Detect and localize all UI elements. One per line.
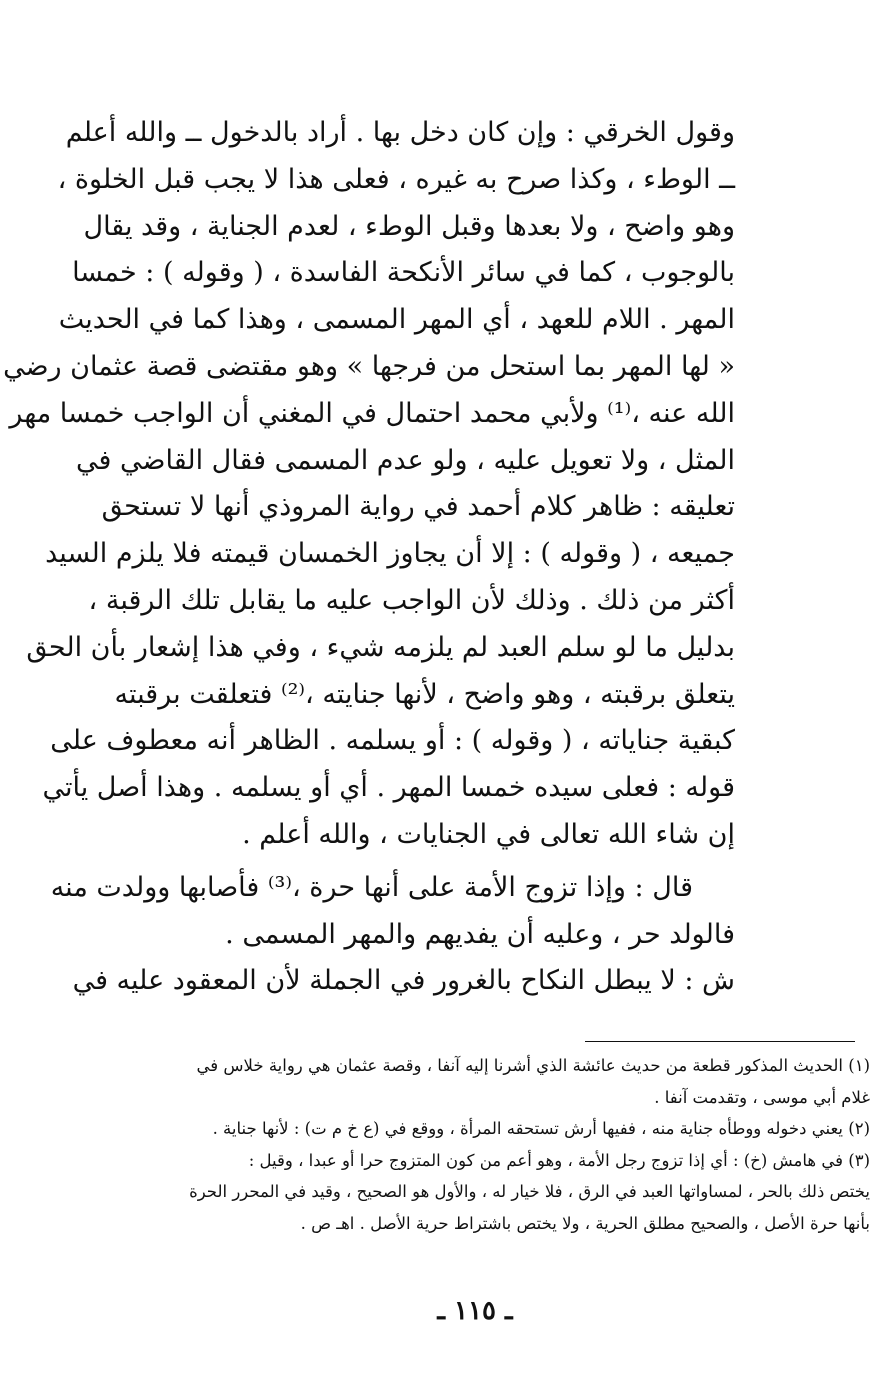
text-line: يتعلق برقبته ، وهو واضح ، لأنها جنايته ،⁽²⁾ فتعلقت برقبته: [114, 678, 735, 710]
text-line: أكثر من ذلك . وذلك لأن الواجب عليه ما يقابل تلك الرقبة ،: [88, 584, 735, 616]
text-line: كبقية جناياته ، ( وقوله ) : أو يسلمه . الظاهر أنه معطوف على: [50, 725, 735, 757]
text-line: جميعه ، ( وقوله ) : إلا أن يجاوز الخمسان قيمته فلا يلزم السيد: [45, 538, 735, 570]
page-number: ـ ١١٥ ـ: [437, 1296, 513, 1326]
footnote-line: (٣) في هامش (خ) : أي إذا تزوج رجل الأمة ، وهو أعم من كون المتزوج حرا أو عبدا ، وقيل :: [248, 1150, 870, 1170]
footnote-line: (١) الحديث المذكور قطعة من حديث عائشة الذي أشرنا إليه آنفا ، وقصة عثمان هي رواية خلاس في: [196, 1056, 870, 1075]
main-text-block: [3, 110, 735, 1005]
footnote-line: (٢) يعني دخوله ووطأه جناية منه ، ففيها أرش تستحقه المرأة ، ووقع في (ع خ م ت) : لأنها جناية .: [212, 1119, 870, 1138]
matn-line: قال : وإذا تزوج الأمة على أنها حرة ،⁽³⁾ فأصابها وولدت منه: [50, 871, 693, 903]
text-line: تعليقه : ظاهر كلام أحمد في رواية المروذي أنها لا تستحق: [101, 491, 735, 523]
footnote-divider: [585, 1041, 855, 1042]
text-line: وهو واضح ، ولا بعدها وقبل الوطء ، لعدم الجناية ، وقد يقال: [83, 210, 735, 242]
footnotes-block: [155, 1050, 870, 1239]
text-line: « لها المهر بما استحل من فرجها » وهو مقتضى قصة عثمان رضي: [3, 350, 735, 382]
text-line: بالوجوب ، كما في سائر الأنكحة الفاسدة ، ( وقوله ) : خمسا: [72, 257, 735, 289]
footnote-line: غلام أبي موسى ، وتقدمت آنفا .: [654, 1087, 870, 1107]
footnote-line: يختص ذلك بالحر ، لمساواتها العبد في الرق ، فلا خيار له ، والأول هو الصحيح ، وقيد في المحرر الحرة: [189, 1182, 870, 1201]
text-line: إن شاء الله تعالى في الجنايات ، والله أعلم .: [242, 818, 735, 850]
text-line: بدليل ما لو سلم العبد لم يلزمه شيء ، وفي هذا إشعار بأن الحق: [26, 631, 735, 663]
text-line: قوله : فعلى سيده خمسا المهر . أي أو يسلمه . وهذا أصل يأتي: [42, 772, 735, 804]
text-line: الله عنه ،⁽¹⁾ ولأبي محمد احتمال في المغني أن الواجب خمسا مهر: [9, 397, 735, 429]
footnote-line: بأنها حرة الأصل ، والصحيح مطلق الحرية ، ولا يختص باشتراط حرية الأصل . اهـ ص .: [300, 1213, 870, 1233]
text-line: وقول الخرقي : وإن كان دخل بها . أراد بالدخول ــ والله أعلم: [65, 117, 735, 148]
matn-line: فالولد حر ، وعليه أن يفديهم والمهر المسمى .: [225, 918, 735, 950]
text-line: المثل ، ولا تعويل عليه ، ولو عدم المسمى فقال القاضي في: [76, 444, 735, 476]
text-line: المهر . اللام للعهد ، أي المهر المسمى ، وهذا كما في الحديث: [58, 304, 735, 336]
text-line: ــ الوطء ، وكذا صرح به غيره ، فعلى هذا لا يجب قبل الخلوة ،: [57, 163, 735, 195]
sharh-line: ش : لا يبطل النكاح بالغرور في الجملة لأن المعقود عليه في: [72, 965, 735, 997]
